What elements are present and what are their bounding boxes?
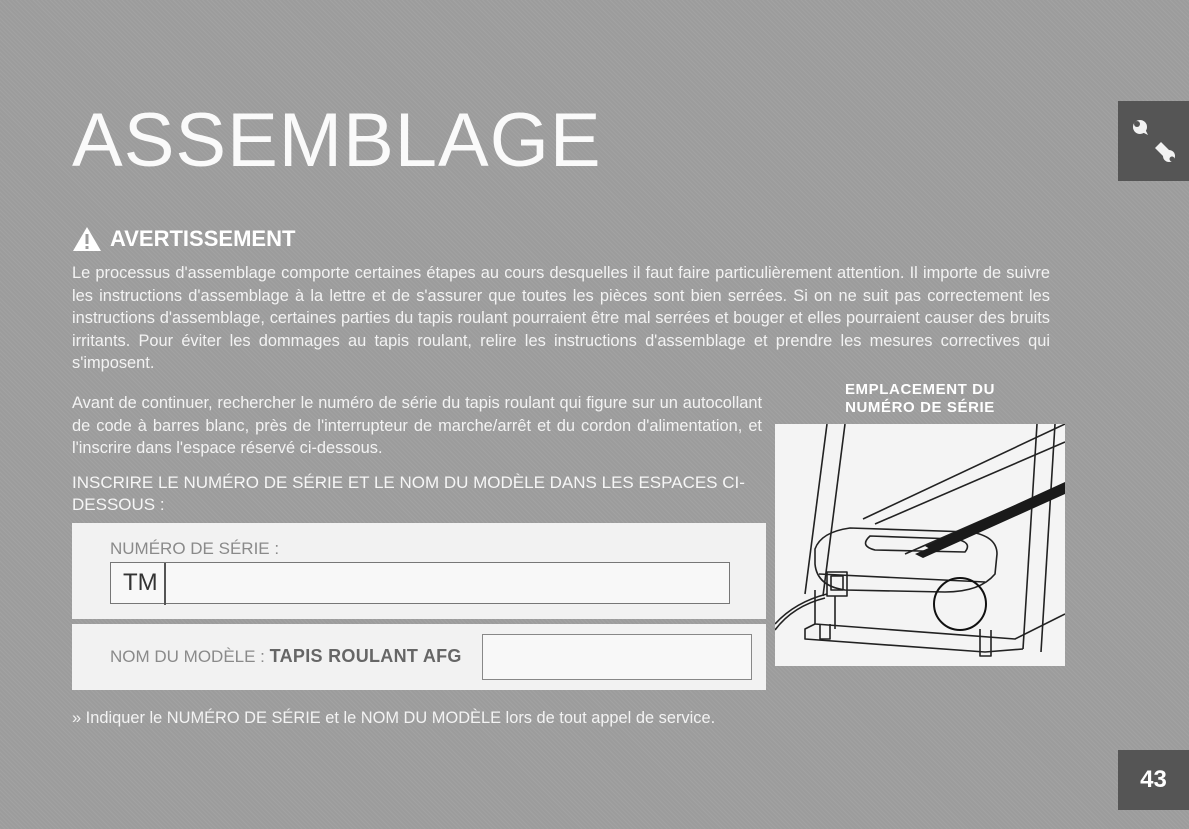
instruction-paragraph: Avant de continuer, rechercher le numéro de série du tapis roulant qui figure sur un autocollant de code à barres blanc, près de l'interrupteur de marche/arrêt et du cordon d'alimentation, et l'inscrire dans l'espace réservé ci-dessous. xyxy=(72,394,762,457)
serial-divider xyxy=(164,563,166,605)
serial-location-heading-line1: EMPLACEMENT DU xyxy=(844,381,996,398)
serial-number-label: NUMÉRO DE SÉRIE : xyxy=(110,539,280,558)
section-tab xyxy=(1118,101,1189,181)
warning-heading xyxy=(72,226,295,252)
warning-heading-text: AVERTISSEMENT xyxy=(110,226,296,251)
serial-location-heading-line2: NUMÉRO DE SÉRIE xyxy=(845,399,995,416)
treadmill-illustration xyxy=(775,424,1065,666)
serial-prefix: TM xyxy=(123,569,158,596)
model-label-text: NOM DU MODÈLE : xyxy=(110,647,265,666)
model-name-field[interactable] xyxy=(482,634,752,680)
model-name-label xyxy=(110,646,462,667)
wrench-icon xyxy=(1128,115,1180,167)
model-name-panel xyxy=(72,624,766,690)
serial-number-panel xyxy=(72,523,766,619)
warning-triangle-icon xyxy=(72,226,102,252)
treadmill-drawing xyxy=(775,424,1065,666)
service-note: » Indiquer le NUMÉRO DE SÉRIE et le NOM DU MODÈLE lors de tout appel de service. xyxy=(72,709,716,727)
serial-number-field[interactable] xyxy=(110,562,730,604)
serial-location-heading xyxy=(775,381,1065,417)
page-title: ASSEMBLAGE xyxy=(72,98,602,183)
warning-paragraph: Le processus d'assemblage comporte certaines étapes au cours desquelles il faut faire particulièrement attention. Il importe de suivre les instructions d'assemblage à la lettre et de s'assurer que toutes les pièces sont bien serrées. Si on ne suit pas correctement les instructions d'assemblage, certaines parties du tapis roulant pourraient être mal serrées et bouger et elles pourraient causer des bruits irritants. Pour éviter les dommages au tapis roulant, relire les instructions d'assemblage et prendre les mesures correctives qui s'imposent. xyxy=(72,264,1050,372)
page-number: 43 xyxy=(1118,750,1189,810)
model-name-value: TAPIS ROULANT AFG xyxy=(269,646,462,666)
inscribe-instruction: INSCRIRE LE NUMÉRO DE SÉRIE ET LE NOM DU MODÈLE DANS LES ESPACES CI-DESSOUS : xyxy=(72,473,745,514)
